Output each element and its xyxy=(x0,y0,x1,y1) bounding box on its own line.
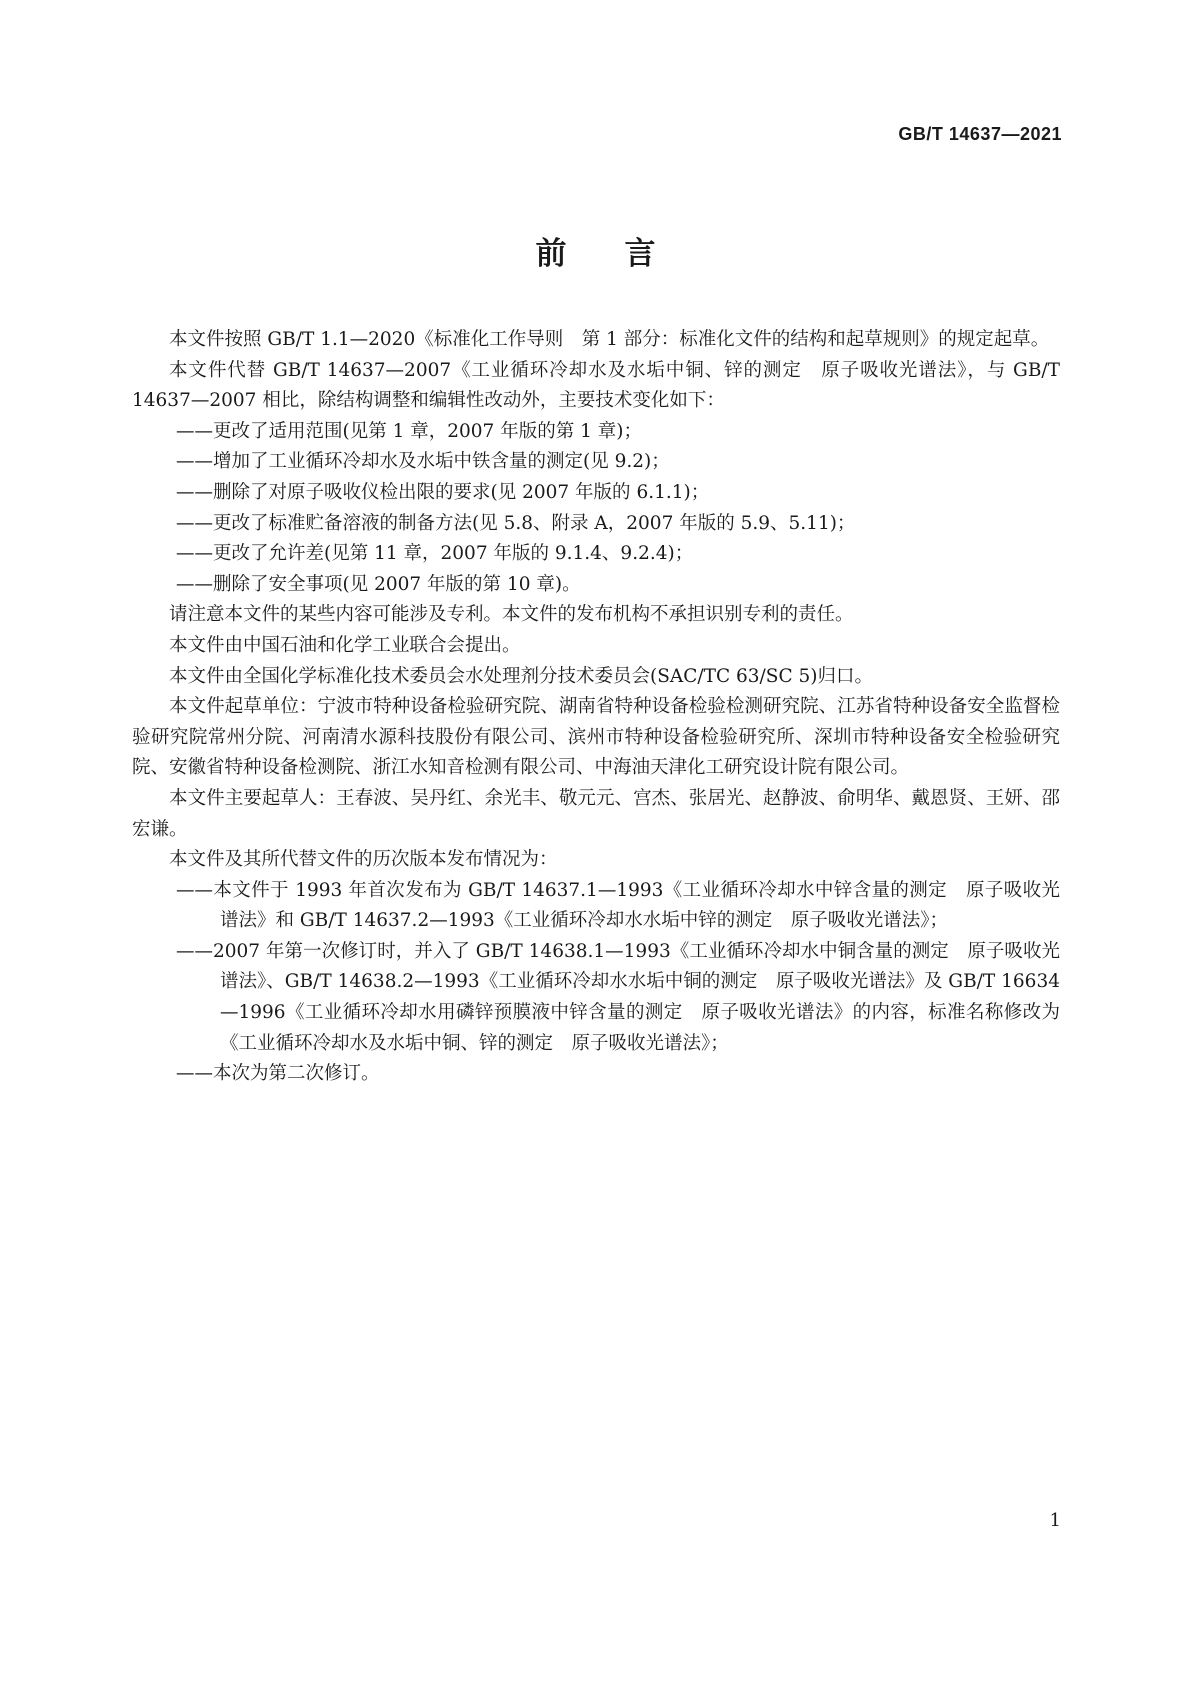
paragraph-drafting-units: 本文件起草单位：宁波市特种设备检验研究院、湖南省特种设备检验检测研究院、江苏省特种设备安全监督检验研究院常州分院、河南清水源科技股份有限公司、滨州市特种设备检验研究所、深圳市特种设备安全检验研究院、安徽省特种设备检测院、浙江水知音检测有限公司、中海油天津化工研究设计院有限公司。 xyxy=(132,696,1060,779)
preface-body xyxy=(132,325,1060,1090)
change-item: ——删除了对原子吸收仪检出限的要求(见 2007 年版的 6.1.1)； xyxy=(176,481,710,503)
paragraph-history-intro: 本文件及其所代替文件的历次版本发布情况为： xyxy=(169,849,558,871)
history-item: ——本次为第二次修订。 xyxy=(176,1063,380,1085)
history-item: ——本文件于 1993 年首次发布为 GB/T 14637.1—1993《工业循环冷却水中锌含量的测定 原子吸收光谱法》和 GB/T 14637.2—1993《工业循环冷却水水垢中锌的测定 原子吸收光谱法》； xyxy=(176,879,1060,932)
change-item: ——更改了标准贮备溶液的制备方法(见 5.8、附录 A，2007 年版的 5.9、5.11)； xyxy=(176,512,856,534)
title-char-2: 言 xyxy=(624,236,656,272)
paragraph-drafting-rules: 本文件按照 GB/T 1.1—2020《标准化工作导则 第 1 部分：标准化文件的结构和起草规则》的规定起草。 xyxy=(169,329,1050,350)
change-item: ——增加了工业循环冷却水及水垢中铁含量的测定(见 9.2)； xyxy=(176,451,670,473)
title-char-1: 前 xyxy=(535,236,567,272)
paragraph-replacement: 本文件代替 GB/T 14637—2007《工业循环冷却水及水垢中铜、锌的测定 原子吸收光谱法》，与 GB/T 14637—2007 相比，除结构调整和编辑性改动外，主要技术变化如下： xyxy=(132,359,1060,412)
paragraph-patent-notice: 请注意本文件的某些内容可能涉及专利。本文件的发布机构不承担识别专利的责任。 xyxy=(169,604,854,626)
change-item: ——更改了允许差(见第 11 章，2007 年版的 9.1.4、9.2.4)； xyxy=(176,543,694,565)
change-item: ——删除了安全事项(见 2007 年版的第 10 章)。 xyxy=(176,573,581,595)
page-number: 1 xyxy=(1049,1510,1061,1531)
standard-code: GB/T 14637—2021 xyxy=(898,124,1062,144)
paragraph-proposer: 本文件由中国石油和化学工业联合会提出。 xyxy=(169,634,521,656)
change-item: ——更改了适用范围(见第 1 章，2007 年版的第 1 章)； xyxy=(176,420,642,442)
page-title xyxy=(0,228,1191,273)
paragraph-committee: 本文件由全国化学标准化技术委员会水处理剂分技术委员会(SAC/TC 63/SC 5)归口。 xyxy=(169,665,873,687)
paragraph-drafters: 本文件主要起草人：王春波、吴丹红、余光丰、敬元元、宫杰、张居光、赵静波、俞明华、戴恩贤、王妍、邵宏谦。 xyxy=(132,787,1060,840)
history-item: ——2007 年第一次修订时，并入了 GB/T 14638.1—1993《工业循环冷却水中铜含量的测定 原子吸收光谱法》、GB/T 14638.2—1993《工业循环冷却水水垢中铜的测定 原子吸收光谱法》及 GB/T 16634—1996《工业循环冷却水用磷锌预膜液中锌含量的测定 原子吸收光谱法》的内容，标准名称修改为《工业循环冷却水及水垢中铜、锌的测定 原子吸收光谱法》； xyxy=(176,940,1060,1054)
